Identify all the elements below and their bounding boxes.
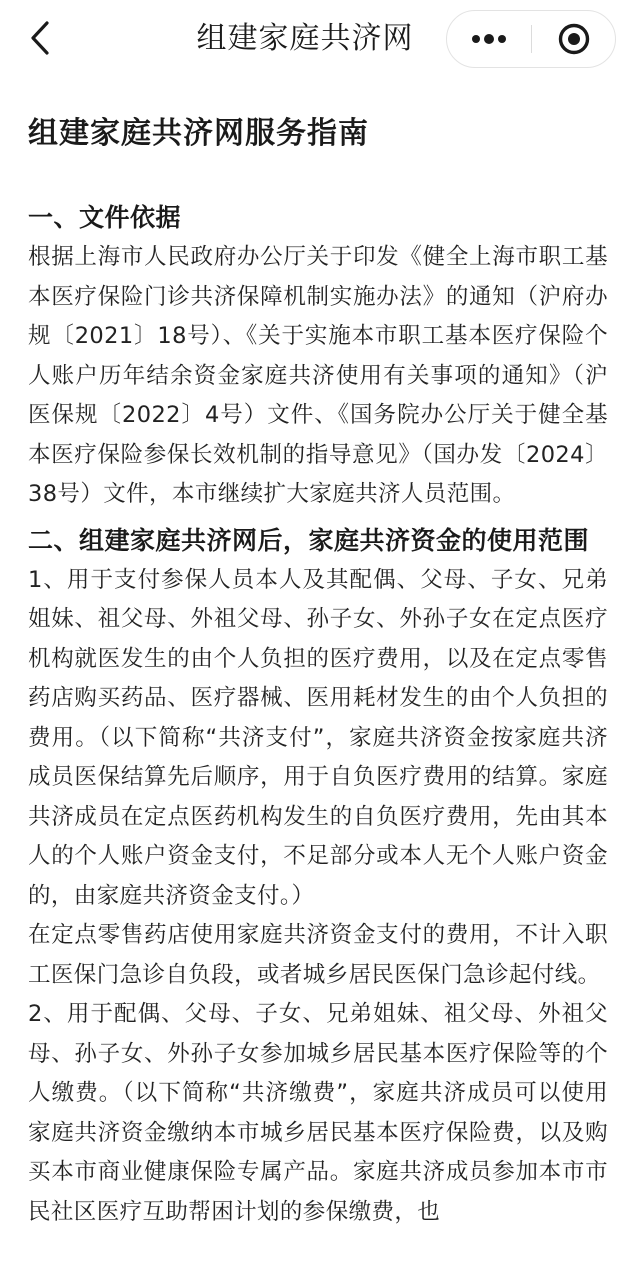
more-dots-icon	[469, 32, 509, 46]
section-heading-basis: 一、文件依据	[28, 203, 182, 232]
paragraph-scope-2: 2、用于配偶、父母、子女、兄弟姐妹、祖父母、外祖父母、孙子女、外孙子女参加城乡居民基本医疗保险等的个人缴费。（以下简称“共济缴费”，家庭共济成员可以使用家庭共济资金缴纳本市城乡居民基本医疗保险费，以及购买本市商业健康保险专属产品。家庭共济成员参加本市市民社区医疗互助帮困计划的参保缴费，也	[28, 1001, 608, 1225]
page-title: 组建家庭共济网	[196, 21, 414, 56]
target-close-icon	[557, 22, 591, 56]
article-content	[28, 108, 608, 1232]
back-button[interactable]	[18, 14, 62, 62]
bottom-fade	[0, 1245, 632, 1265]
paragraph-scope-1: 1、用于支付参保人员本人及其配偶、父母、子女、兄弟姐妹、祖父母、外祖父母、孙子女、外孙子女在定点医疗机构就医发生的由个人负担的医疗费用，以及在定点零售药店购买药品、医疗器械、医用耗材发生的由个人负担的费用。（以下简称“共济支付”，家庭共济资金按家庭共济成员医保结算先后顺序，用于自负医疗费用的结算。家庭共济成员在定点医药机构发生的自负医疗费用，先由其本人的个人账户资金支付，不足部分或本人无个人账户资金的，由家庭共济资金支付。）	[28, 566, 608, 909]
more-button[interactable]	[447, 11, 531, 67]
close-button[interactable]	[532, 11, 616, 67]
paragraph-basis: 根据上海市人民政府办公厅关于印发《健全上海市职工基本医疗保险门诊共济保障机制实施办法》的通知（沪府办规〔2021〕18号）、《关于实施本市职工基本医疗保险个人账户历年结余资金家庭共济使用有关事项的通知》（沪医保规〔2022〕4号）文件、《国务院办公厅关于健全基本医疗保险参保长效机制的指导意见》（国办发〔2024〕38号）文件，本市继续扩大家庭共济人员范围。	[28, 244, 608, 507]
document-title: 组建家庭共济网服务指南	[28, 116, 369, 151]
paragraph-scope-pharmacy: 在定点零售药店使用家庭共济资金支付的费用，不计入职工医保门急诊自负段，或者城乡居民医保门急诊起付线。	[28, 922, 608, 988]
navigation-bar	[0, 0, 632, 78]
section-heading-scope: 二、组建家庭共济网后，家庭共济资金的使用范围	[28, 525, 590, 555]
mini-program-capsule	[446, 10, 616, 68]
chevron-left-icon	[29, 20, 51, 56]
